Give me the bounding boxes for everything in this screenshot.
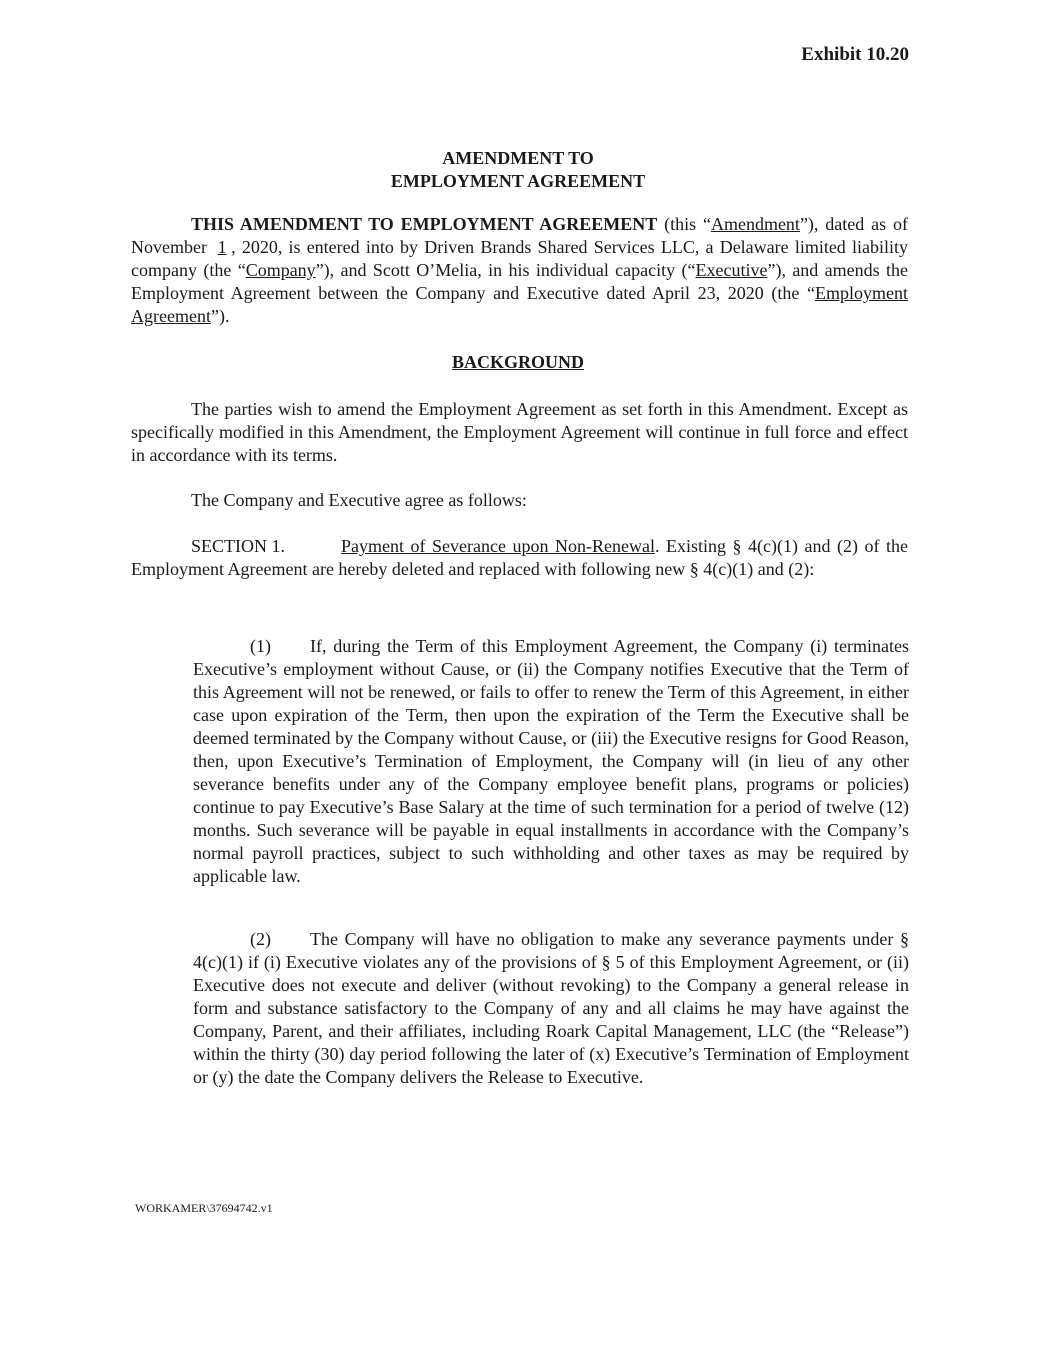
clause-2-number: (2) — [250, 929, 271, 949]
background-paragraph: The parties wish to amend the Employment Agreement as set forth in this Amendment. Except as specifically modified in this Amendment, the Employment Agreement will continue in full force and effect in accordance with its terms. — [131, 399, 908, 465]
intro-paragraph: THIS AMENDMENT TO EMPLOYMENT AGREEMENT (this “Amendment”), dated as of November 1 , 2020, is entered into by Driven Brands Shared Services LLC, a Delaware limited liability company (the “Company”), and Scott O’Melia, in his individual capacity (“Executive”), and amends the Employment Agreement between the Company and Executive dated April 23, 2020 (the “Employment Agreement”). — [131, 214, 909, 326]
date-day-blank: 1 — [217, 237, 227, 257]
intro-lead: THIS AMENDMENT TO EMPLOYMENT AGREEMENT — [191, 214, 658, 234]
section-1: SECTION 1. Payment of Severance upon Non-Renewal. Existing § 4(c)(1) and (2) of the Employment Agreement are hereby deleted and replaced with following new § 4(c)(1) and (2): — [131, 536, 908, 579]
defined-term-amendment: Amendment — [710, 214, 800, 234]
agreement-statement: The Company and Executive agree as follows: — [191, 490, 527, 510]
defined-term-company: Company — [245, 260, 316, 280]
background-heading: BACKGROUND — [451, 352, 584, 372]
exhibit-label: Exhibit 10.20 — [801, 44, 909, 65]
defined-term-employment-agreement: Employment Agreement — [131, 283, 908, 326]
section-1-title: Payment of Severance upon Non-Renewal — [341, 536, 655, 556]
title-line-2: EMPLOYMENT AGREEMENT — [390, 171, 646, 191]
section-1-label: SECTION 1. — [191, 536, 285, 556]
clause-2: (2) The Company will have no obligation to make any severance payments under § 4(c)(1) if (i) Executive violates any of the provisions of § 5 of this Employment Agreement, or (ii) Executive does not execute and deliver (without revoking) to the Company a general release in form and substance satisfactory to the Company of any and all claims he may have against the Company, Parent, and their affiliates, including Roark Capital Management, LLC (the “Release”) within the thirty (30) day period following the later of (x) Executive’s Termination of Employment or (y) the date the Company delivers the Release to Executive. — [193, 929, 909, 1087]
title-line-1: AMENDMENT TO — [442, 148, 594, 168]
clause-1-number: (1) — [250, 636, 271, 656]
document-id-footer: WORKAMER\37694742.v1 — [135, 1201, 273, 1215]
defined-term-executive: Executive — [695, 260, 768, 280]
document-title — [0, 147, 1036, 193]
clause-1: (1) If, during the Term of this Employment Agreement, the Company (i) terminates Executive’s employment without Cause, or (ii) the Company notifies Executive that the Term of this Agreement will not be renewed, or fails to offer to renew the Term of this Agreement, in either case upon expiration of the Term, then upon the expiration of the Term the Executive shall be deemed terminated by the Company without Cause, or (iii) the Executive resigns for Good Reason, then, upon Executive’s Termination of Employment, the Company will (in lieu of any other severance benefits under any of the Company employee benefit plans, programs or policies) continue to pay Executive’s Base Salary at the time of such termination for a period of twelve (12) months. Such severance will be payable in equal installments in accordance with the Company’s normal payroll practices, subject to such withholding and other taxes as may be required by applicable law. — [193, 636, 909, 886]
